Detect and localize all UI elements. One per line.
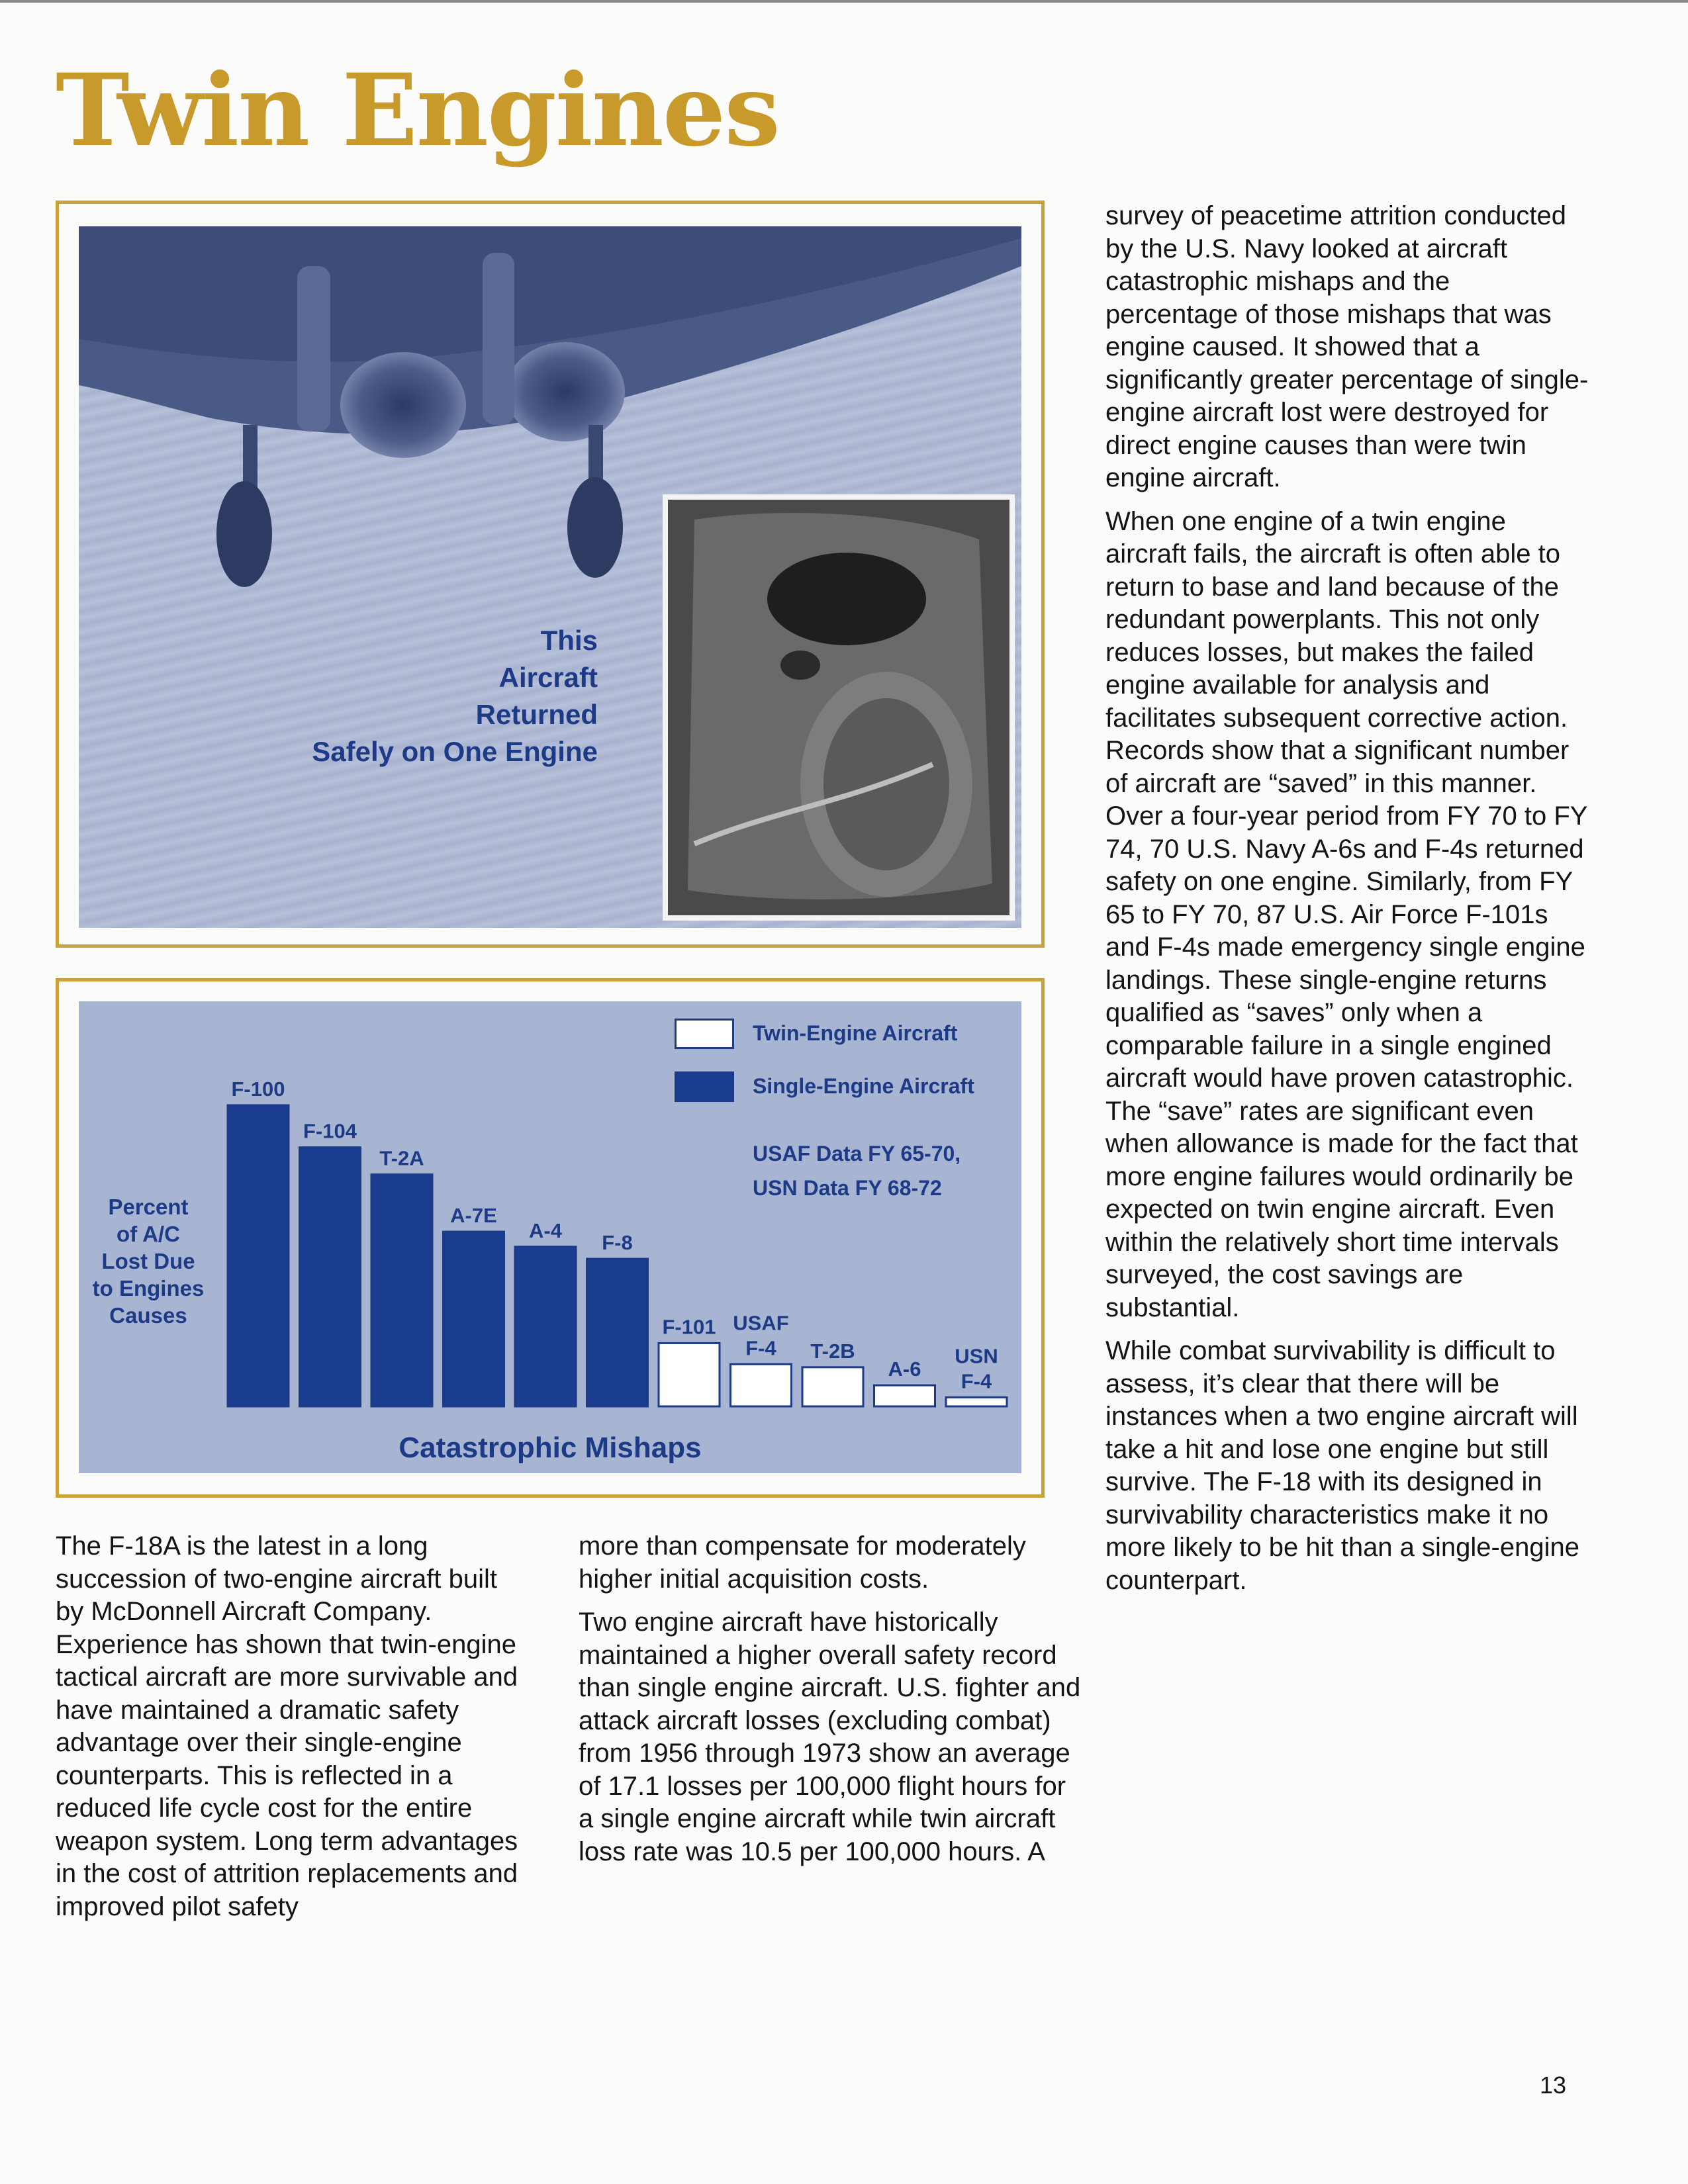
paragraph: When one engine of a twin engine aircraft fails, the aircraft is often able to return to base and land because of the redundant powerplants. This not only reduces losses, but makes the failed engine available for analysis and facilitates subsequent corrective action. Records show that a significant number of aircraft are “saved” in this manner. Over a four-year period from FY 70 to FY 74, 70 U.S. Navy A-6s and F-4s returned safety on one engine. Similarly, from FY 65 to FY 70, 87 U.S. Air Force F-101s and F-4s made emergency single engine landings. These single-engine returns qualified as “saves” only when a comparable failure in a single engined aircraft would have proven catastrophic. The “save” rates are significant even when allowance is made for the fact that more engine failures would ordinarily be expected on twin engine aircraft. Even within the relatively short time intervals surveyed, the cost savings are substantial. xyxy=(1105,506,1587,1322)
bar-label: F-100 xyxy=(231,1077,285,1101)
legend-label-single: Single-Engine Aircraft xyxy=(753,1074,974,1098)
mishap-chart xyxy=(79,1001,1021,1473)
paragraph: survey of peacetime attrition conducted by the U.S. Navy looked at aircraft catastrophic mishaps and the percentage of those mishaps that was engine caused. It showed that a significantly greater percentage of single-engine aircraft lost were destroyed for direct engine causes than were twin engine aircraft. xyxy=(1105,201,1589,492)
legend-item-twin xyxy=(675,1019,1006,1071)
bar-f-101 xyxy=(659,1343,720,1406)
paragraph: more than compensate for moderately higher initial acquisition costs. xyxy=(579,1531,1026,1594)
bar-usn-f-4 xyxy=(946,1397,1007,1406)
aircraft-photo xyxy=(79,226,1021,928)
text-column-3 xyxy=(1105,200,1589,1608)
bar-label: F-8 xyxy=(602,1231,633,1255)
chart-frame xyxy=(56,978,1045,1498)
bar-label: T-2A xyxy=(379,1146,424,1170)
bar-label: T-2B xyxy=(810,1339,855,1363)
bar-label: F-104 xyxy=(303,1119,357,1143)
legend-swatch-single xyxy=(675,1071,734,1102)
paragraph: Two engine aircraft have historically maintained a higher overall safety record than single engine aircraft. U.S. fighter and attack aircraft losses (excluding combat) from 1956 through 1973 show an average of 17.1 losses per 100,000 flight hours for a single engine aircraft while twin aircraft loss rate was 10.5 per 100,000 hours. A xyxy=(579,1608,1081,1866)
bar-a-4 xyxy=(515,1247,576,1406)
bar-label: A-6 xyxy=(888,1357,921,1381)
legend-label-twin: Twin-Engine Aircraft xyxy=(753,1021,958,1045)
engine-illustration xyxy=(668,500,1009,915)
y-axis-label-line: Lost Due xyxy=(101,1249,195,1273)
bar-label: F-4 xyxy=(961,1369,992,1393)
paragraph: While combat survivability is difficult to assess, it’s clear that there will be instances when a two engine aircraft will take a hit and lose one engine but still survive. The F-18 with its designed in survivability characteristics make it no more likely to be hit than a single-engine counterpart. xyxy=(1105,1336,1579,1595)
bar-label: F-101 xyxy=(662,1315,716,1339)
bar-t-2a xyxy=(371,1175,432,1406)
paragraph: The F-18A is the latest in a long succession of two-engine aircraft built by McDonnell Aircraft Company. Experience has shown that twin-engine tactical aircraft are more survivable and have maintained a dramatic safety advantage over their single-engine counterparts. This is reflected in a reduced life cycle cost for the entire weapon system. Long term advantages in the cost of attrition replacements and improved pilot safety xyxy=(56,1531,518,1921)
chart-legend xyxy=(675,1019,1006,1200)
y-axis-label-line: of A/C xyxy=(117,1222,180,1246)
photo-caption xyxy=(254,622,598,770)
x-axis-label: Catastrophic Mishaps xyxy=(399,1432,702,1464)
page-top-rule xyxy=(0,0,1688,3)
bar-f-8 xyxy=(587,1259,648,1406)
legend-item-single xyxy=(675,1071,1006,1124)
caption-line: Safely on One Engine xyxy=(312,736,598,767)
y-axis-label-line: Percent xyxy=(108,1195,189,1219)
bar-label: F-4 xyxy=(745,1336,776,1360)
bar-label: USN xyxy=(955,1344,998,1368)
bar-a-7e xyxy=(444,1232,504,1406)
bar-usaf-f-4 xyxy=(731,1364,792,1406)
bar-a-6 xyxy=(874,1385,935,1406)
bar-f-100 xyxy=(228,1105,289,1406)
y-axis-label-line: to Engines xyxy=(92,1276,205,1300)
page-title: Twin Engines xyxy=(56,52,779,169)
bar-f-104 xyxy=(300,1148,361,1406)
caption-line: Returned xyxy=(475,699,598,730)
bar-t-2b xyxy=(802,1367,863,1406)
y-axis-label xyxy=(79,1193,218,1329)
text-column-2 xyxy=(579,1530,1082,1879)
y-axis-label-line: Causes xyxy=(109,1303,187,1328)
legend-swatch-twin xyxy=(675,1019,734,1049)
bar-label: A-4 xyxy=(529,1218,562,1242)
bar-label: USAF xyxy=(733,1311,789,1335)
data-source-note: USAF Data FY 65-70, xyxy=(753,1142,961,1165)
damaged-engine-photo xyxy=(663,494,1015,921)
bar-label: A-7E xyxy=(450,1204,497,1228)
text-column-1 xyxy=(56,1530,519,1934)
photo-frame xyxy=(56,201,1045,948)
caption-line: Aircraft xyxy=(498,662,598,693)
page-number: 13 xyxy=(1540,2071,1567,2099)
caption-line: This xyxy=(540,625,598,656)
data-source-note: USN Data FY 68-72 xyxy=(753,1176,942,1200)
